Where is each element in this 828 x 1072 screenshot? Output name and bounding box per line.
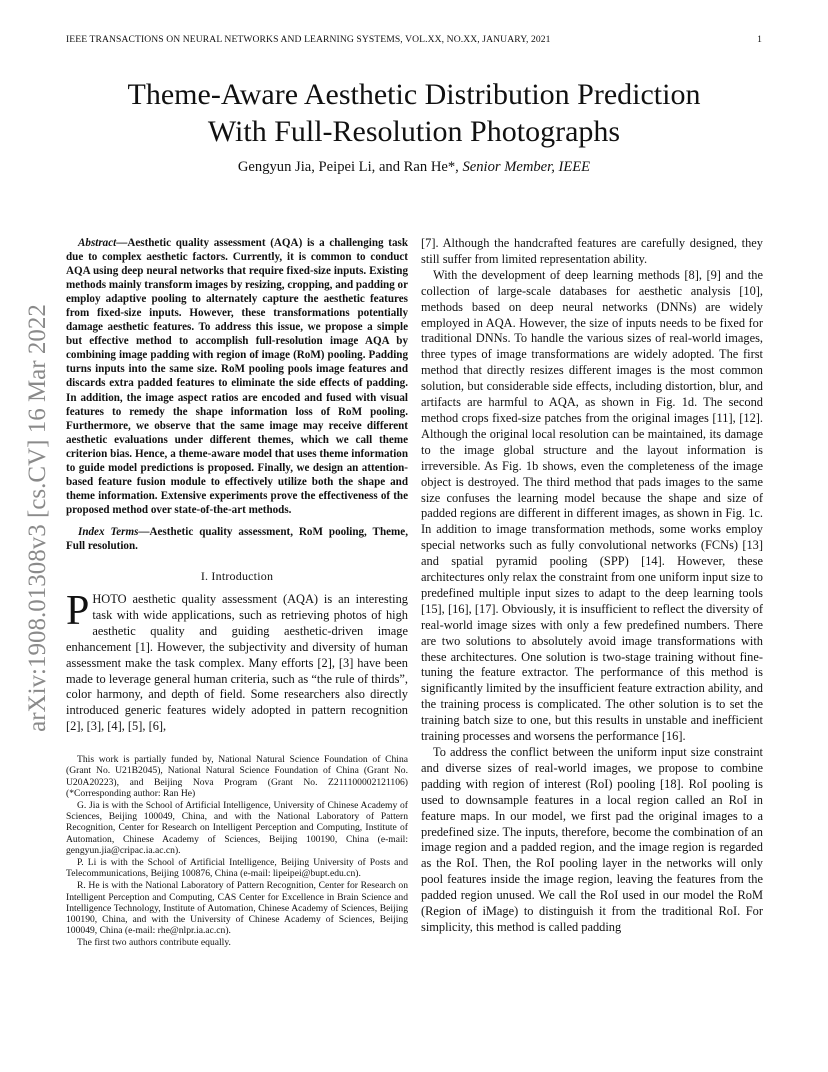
drop-cap: P — [66, 588, 90, 635]
left-column — [66, 236, 408, 949]
title-line-2: With Full-Resolution Photographs — [207, 115, 621, 148]
footnote-funding: This work is partially funded by, National Natural Science Foundation of China (Grant No. U21B2045), National Natural Science Foundation of China (Grant No. U20A20223), and Beijing Nova Program (Grant No. Z211100002121106) (*Corresponding author: Ran He) — [66, 754, 408, 799]
footnote-author-jia: G. Jia is with the School of Artificial Intelligence, University of Chinese Academy of Sciences, Beijing 100049, China, and with the National Laboratory of Pattern Recognition, Center for Research on Intelligent Perception and Computing, Institute of Automation, Chinese Academy of Sciences, Beijing 100190, China (e-mail: gengyun.jia@cripac.ia.ac.cn). — [66, 800, 408, 856]
right-paragraph-1: [7]. Although the handcrafted features are carefully designed, they still suffer from limited representation ability. — [421, 236, 763, 266]
abstract-text: —Aesthetic quality assessment (AQA) is a challenging task due to complex aesthetic factors. Currently, it is common to conduct AQA using deep neural networks that require fixed-size inputs. Existing methods mainly transform images by resizing, cropping, and padding or employ adaptive pooling to alternately capture the aesthetic features from fixed-size inputs. However, these transformations potentially damage aesthetic features. To address this issue, we propose a simple but effective method to accomplish full-resolution image AQA by combining image padding with region of image (RoM) pooling. Padding turns inputs into the same size. RoM pooling pools image features and discards extra padded features to eliminate the side effects of padding. In addition, the image aspect ratios are encoded and fused with visual features to remedy the shape information loss of RoM pooling. Furthermore, we observe that the same image may receive different aesthetic evaluations under different themes, which we call theme criterion bias. Hence, a theme-aware model that uses theme information to guide model predictions is proposed. Finally, we design an attention-based feature fusion module to effectively utilize both the shape and theme information. Extensive experiments prove the effectiveness of the proposed method over state-of-the-art methods. — [66, 237, 408, 516]
footnotes — [66, 754, 408, 948]
footnote-author-he: R. He is with the National Laboratory of Pattern Recognition, Center for Research on Intelligent Perception and Computing, CAS Center for Excellence in Brain Science and Intelligence Technology, Institute of Automation, Chinese Academy of Sciences, Beijing 100190, China, and with the University of Chinese Academy of Sciences, Beijing 100049, China (e-mail: rhe@nlpr.ia.ac.cn). — [66, 880, 408, 937]
page-number: 1 — [757, 34, 762, 45]
arxiv-stamp — [8, 268, 68, 768]
title-line-1: Theme-Aware Aesthetic Distribution Prediction — [127, 78, 701, 111]
abstract-lead: Abstract — [78, 237, 117, 249]
index-terms — [66, 525, 408, 553]
section-heading: I. Introduction — [200, 569, 274, 584]
right-paragraph-3: To address the conflict between the uniform input size constraint and diverse sizes of real-world images, we propose to combine padding with region of interest (RoI) pooling [18]. RoI pooling is used to downsample features in a local region called an RoI in feature maps. In our model, we first pad the original images to a predefined size. The inputs, therefore, become the combination of an image region and a padded region, and the image region is regarded as the RoI. Then, the RoI pooling layer in the networks will only pool features inside the image region, leaving the features from the padded region unused. We call the RoI used in our model the RoM (Region of iMage) to distinguish it from the traditional RoI. For simplicity, this method is called padding — [421, 745, 763, 934]
right-paragraph-2: With the development of deep learning methods [8], [9] and the collection of large-scale databases for aesthetic analysis [10], methods based on deep neural networks (DNNs) are widely employed in AQA. However, the size of inputs needs to be fixed for traditional DNNs. To handle the various sizes of real-world images, three types of image transformations are widely adopted. The first method that directly resizes different images is the most common solution, but considerable side effects, including distortion, blur, and artifacts are harmful to AQA, as shown in Fig. 1d. The second method crops fixed-size patches from the original images [11], [12]. Although the original local resolution can be maintained, its damage to the image global structure and the layout information is irreversible. As Fig. 1b shows, even the completeness of the image object is destroyed. The third method that pads images to the same size confuses the learning model because the shape and size of padded regions are different in different images, as shown in Fig. 1c. In addition to image transformation methods, some works employ special networks such as fully convolutional networks (FCNs) [13] and spatial pyramid pooling (SPP) [14]. However, these architectures only relax the constraint from one uniform input size to predefined multiple input sizes to adapt to the deep learning tools [15], [16], [17]. Obviously, it is insufficient to reflect the diversity of real-world image sizes with only a few predefined numbers. There are two solutions to absolutely avoid image transformations with these architectures. One solution is two-stage training without fine-tuning the feature extractor. The performance of this method is significantly limited by the insufficient feature extraction ability, and the training process is complicated. The other solution is to set the training batch size to one, but this results in unstable and inefficient training processes and worsens the performance [16]. — [421, 267, 763, 744]
arxiv-stamp-text: arXiv:1908.01308v3 [cs.CV] 16 Mar 2022 — [24, 304, 51, 732]
index-terms-lead: Index Terms — [78, 525, 139, 538]
running-head — [66, 34, 762, 45]
author-line — [66, 159, 762, 176]
running-head-text: IEEE TRANSACTIONS ON NEURAL NETWORKS AND LEARNING SYSTEMS, VOL.XX, NO.XX, JANUARY, 2021 — [66, 34, 551, 45]
author-role: Senior Member, IEEE — [462, 159, 591, 175]
author-names: Gengyun Jia, Peipei Li, and Ran He*, — [237, 159, 463, 175]
intro-text: HOTO aesthetic quality assessment (AQA) is an interesting task with wide applications, such as retrieving photos of high aesthetic quality and guiding aesthetic-driven image enhancement [1]. However, the subjectivity and diversity of human assessment make the task complex. Many efforts [2], [3] have been made to leverage general human criteria, such as “the rule of thirds”, color harmony, and depth of field. Some researchers also directly introduced generic features widely adopted in pattern recognition [2], [3], [4], [5], [6], — [66, 592, 408, 734]
index-terms-text: —Aesthetic quality assessment, RoM pooling, Theme, Full resolution. — [66, 525, 408, 552]
paper-title — [66, 76, 762, 150]
intro-paragraph — [66, 588, 408, 735]
abstract — [66, 236, 408, 517]
footnote-equal-contribution: The first two authors contribute equally. — [77, 937, 231, 949]
footnote-author-li: P. Li is with the School of Artificial Intelligence, Beijing University of Posts and Telecommunications, Beijing 100876, China (e-mail: lipeipei@bupt.edu.cn). — [66, 857, 408, 880]
right-column — [421, 236, 763, 936]
